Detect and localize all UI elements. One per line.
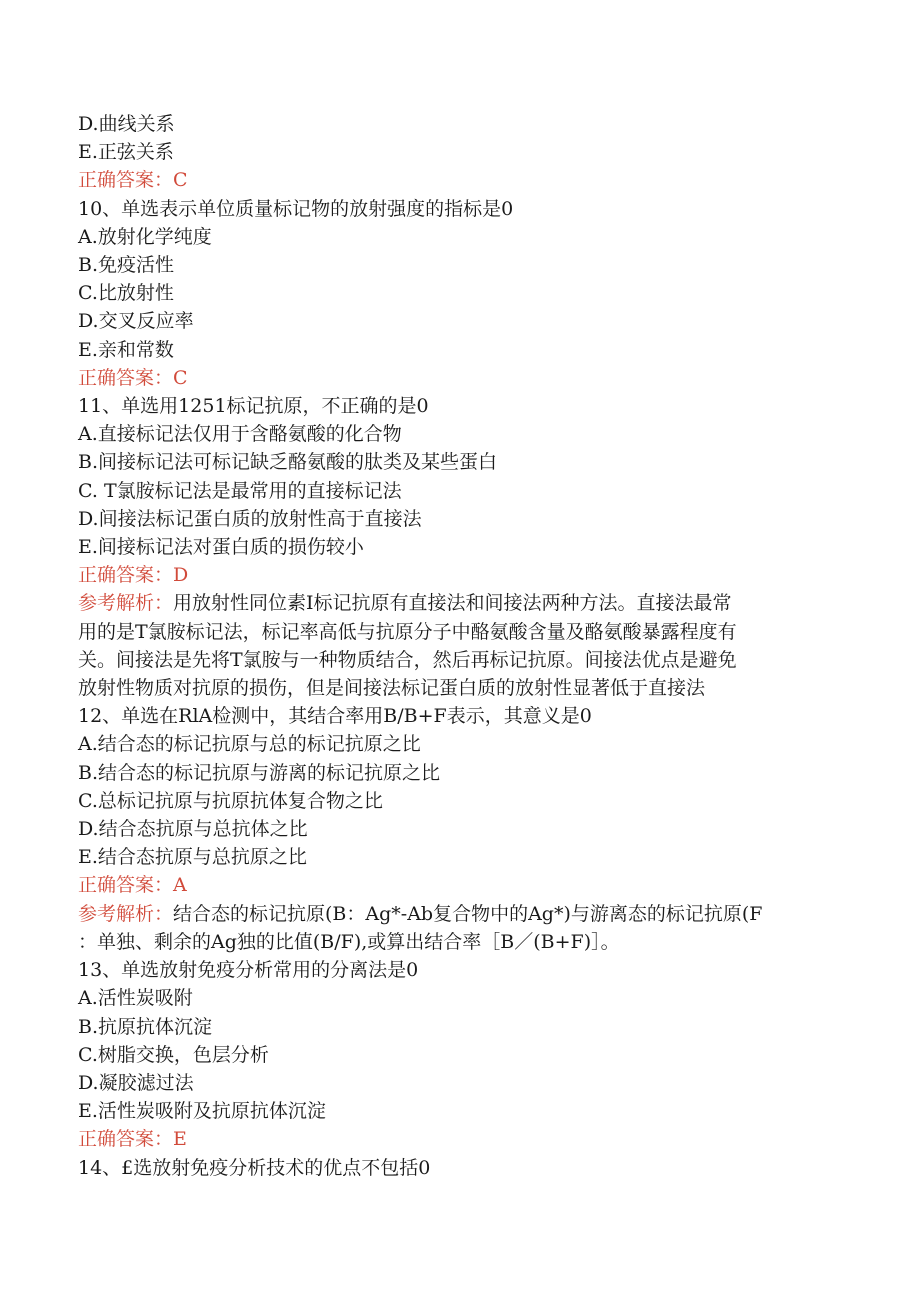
- answer-option: E.亲和常数: [78, 338, 174, 361]
- answer-option: C.总标记抗原与抗原抗体复合物之比: [78, 789, 383, 812]
- answer-option: E.结合态抗原与总抗原之比: [78, 846, 307, 869]
- answer-option: D.曲线关系: [78, 113, 175, 135]
- correct-answer: 正确答案：E: [78, 1128, 187, 1151]
- answer-option: A.放射化学纯度: [78, 225, 212, 248]
- answer-option: B.免疫活性: [78, 254, 175, 277]
- answer-option: E.正弦关系: [78, 141, 174, 164]
- analysis-text: 结合态的标记抗原(B：Ag*-Ab复合物中的Ag*)与游离态的标记抗原(F: [173, 902, 763, 925]
- analysis-text: 关。间接法是先将T氯胺与一种物质结合，然后再标记抗原。间接法优点是避免: [78, 648, 737, 671]
- question-stem: 11、单选用1251标记抗原，不正确的是0: [78, 395, 429, 418]
- analysis-label: 参考解析：: [78, 592, 174, 615]
- analysis-line: [78, 900, 858, 928]
- question-stem: 14、£选放射免疫分析技术的优点不包括0: [78, 1156, 431, 1179]
- question-stem: 13、单选放射免疫分析常用的分离法是0: [78, 959, 419, 982]
- answer-option: C. T氯胺标记法是最常用的直接标记法: [78, 479, 402, 502]
- answer-option: D.间接法标记蛋白质的放射性高于直接法: [78, 507, 422, 530]
- analysis-text: 用放射性同位素I标记抗原有直接法和间接法两种方法。直接法最常: [173, 592, 732, 615]
- answer-option: E.间接标记法对蛋白质的损伤较小: [78, 536, 364, 559]
- answer-option: B.间接标记法可标记缺乏酪氨酸的肽类及某些蛋白: [78, 451, 498, 474]
- answer-option: D.凝胶滤过法: [78, 1071, 194, 1094]
- answer-option: A.直接标记法仅用于含酪氨酸的化合物: [78, 423, 402, 446]
- answer-option: B.抗原抗体沉淀: [78, 1015, 213, 1038]
- analysis-label: 参考解析：: [78, 902, 174, 925]
- document-content: [78, 110, 858, 1182]
- question-stem: 12、单选在RlA检测中，其结合率用B/B+F表示，其意义是0: [78, 705, 592, 728]
- answer-option: B.结合态的标记抗原与游离的标记抗原之比: [78, 761, 441, 784]
- answer-option: A.结合态的标记抗原与总的标记抗原之比: [78, 733, 421, 756]
- answer-option: D.结合态抗原与总抗体之比: [78, 818, 308, 841]
- analysis-text: 用的是T氯胺标记法，标记率高低与抗原分子中酪氨酸含量及酪氨酸暴露程度有: [78, 620, 737, 643]
- answer-option: C.比放射性: [78, 282, 174, 305]
- analysis-text: ：单独、剩余的Ag独的比值(B/F),或算出结合率［B／(B+F)］。: [78, 930, 620, 953]
- answer-option: D.交叉反应率: [78, 310, 194, 333]
- analysis-line: [78, 589, 858, 617]
- correct-answer: 正确答案：C: [78, 366, 188, 389]
- answer-option: E.活性炭吸附及抗原抗体沉淀: [78, 1100, 326, 1123]
- correct-answer: 正确答案：D: [78, 564, 189, 587]
- correct-answer: 正确答案：A: [78, 874, 187, 897]
- analysis-text: 放射性物质对抗原的损伤，但是间接法标记蛋白质的放射性显著低于直接法: [78, 677, 706, 700]
- answer-option: C.树脂交换，色层分析: [78, 1043, 269, 1066]
- answer-option: A.活性炭吸附: [78, 987, 193, 1010]
- question-stem: 10、单选表示单位质量标记物的放射强度的指标是0: [78, 197, 514, 220]
- correct-answer: 正确答案：C: [78, 169, 188, 192]
